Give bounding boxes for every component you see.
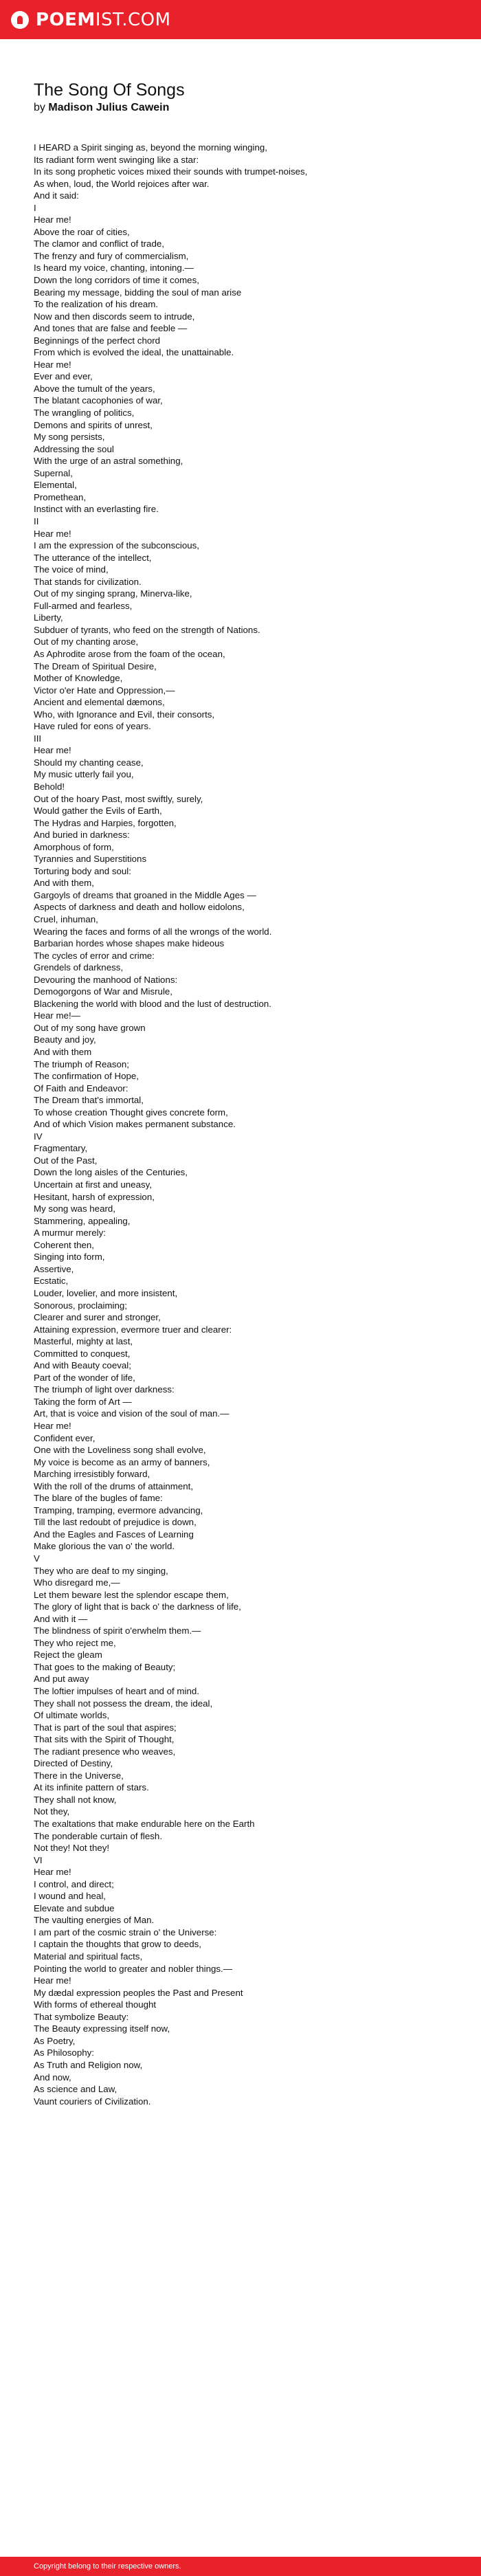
poem-title: The Song Of Songs (34, 80, 185, 100)
poem-line: From which is evolved the ideal, the unattainable. (34, 347, 234, 358)
poem-line: As science and Law, (34, 2084, 118, 2095)
brand-name-light: IST.COM (95, 9, 171, 30)
poem-line: Material and spiritual facts, (34, 1951, 143, 1962)
poem-line: Clearer and surer and stronger, (34, 1312, 161, 1323)
poem-line: With the urge of an astral something, (34, 456, 183, 467)
site-logo[interactable] (11, 10, 171, 30)
poem-line: Confident ever, (34, 1432, 96, 1443)
poem-line: Sonorous, proclaiming; (34, 1300, 127, 1311)
poem-line: The Hydras and Harpies, forgotten, (34, 817, 177, 828)
poem-line: My dædal expression peoples the Past and Present (34, 1987, 243, 1998)
poem-line: The loftier impulses of heart and of mind. (34, 1686, 199, 1696)
poem-line: And tones that are false and feeble — (34, 323, 188, 334)
poem-line: The wrangling of politics, (34, 408, 135, 419)
poem-line: The clamor and conflict of trade, (34, 238, 164, 249)
poem-line: Hear me! (34, 528, 71, 539)
poem-line: That symbolize Beauty: (34, 2011, 129, 2022)
poem-line: With the roll of the drums of attainment, (34, 1480, 194, 1491)
poem-line: Out of my song have grown (34, 1022, 146, 1033)
poem-line: Hesitant, harsh of expression, (34, 1191, 155, 1202)
poem-line: Promethean, (34, 491, 87, 502)
poem-line: As Philosophy: (34, 2047, 94, 2058)
poem-line: Hear me! (34, 1867, 71, 1878)
poem-line: Stammering, appealing, (34, 1215, 131, 1226)
poem-line: And with it — (34, 1613, 88, 1624)
poem-line: Beauty and joy, (34, 1034, 96, 1045)
poem-line: The ponderable curtain of flesh. (34, 1830, 163, 1841)
poem-line: Behold! (34, 781, 65, 792)
poem-line: Demons and spirits of unrest, (34, 419, 153, 430)
poemist-logo-icon (11, 11, 29, 29)
site-footer (0, 2557, 481, 2576)
poem-line: Hear me!— (34, 1010, 80, 1021)
poem-line: Of ultimate worlds, (34, 1710, 110, 1721)
poem-line: Masterful, mighty at last, (34, 1336, 133, 1347)
poem-line: Above the roar of cities, (34, 226, 130, 237)
poem-line: Coherent then, (34, 1239, 94, 1250)
poem-line: Above the tumult of the years, (34, 383, 155, 394)
poem-line: Tyrannies and Superstitions (34, 854, 147, 865)
poem-line: Elevate and subdue (34, 1902, 115, 1913)
poem-line: Fragmentary, (34, 1143, 88, 1154)
poem-line: To the realization of his dream. (34, 299, 159, 310)
poem-line: Singing into form, (34, 1252, 105, 1263)
poem-line: The blatant cacophonies of war, (34, 395, 163, 406)
poem-line: Hear me! (34, 359, 71, 370)
poem-line: Have ruled for eons of years. (34, 721, 151, 732)
poem-line: As Truth and Religion now, (34, 2059, 143, 2070)
poem-line: Should my chanting cease, (34, 757, 144, 768)
poem-line: Down the long corridors of time it comes, (34, 275, 199, 286)
poem-line: Down the long aisles of the Centuries, (34, 1167, 188, 1178)
poem-line: The triumph of light over darkness: (34, 1384, 175, 1395)
poem-line: Hear me! (34, 1975, 71, 1986)
poem-line: With forms of ethereal thought (34, 1999, 157, 2010)
poem-body (34, 142, 446, 2107)
poem-line: I HEARD a Spirit singing as, beyond the morning winging, (34, 142, 267, 153)
poem-line: And of which Vision makes permanent substance. (34, 1119, 236, 1130)
poem-line: Elemental, (34, 480, 77, 491)
poem-line: They shall not possess the dream, the ideal, (34, 1698, 213, 1709)
poem-line: Ecstatic, (34, 1276, 69, 1287)
poem-line: And buried in darkness: (34, 830, 130, 841)
poem-line: They who are deaf to my singing, (34, 1565, 168, 1576)
poem-line: I (34, 202, 36, 213)
poem-line: Till the last redoubt of prejudice is down, (34, 1517, 197, 1528)
poem-line: The exaltations that make endurable here on the Earth (34, 1819, 255, 1830)
poem-line: My voice is become as an army of banners, (34, 1456, 210, 1467)
poem-line: They shall not know, (34, 1794, 117, 1805)
poem-line: That stands for civilization. (34, 576, 142, 587)
brand-name-bold: POEM (36, 9, 96, 30)
poem-line: Now and then discords seem to intrude, (34, 311, 195, 322)
poem-line: To whose creation Thought gives concrete form, (34, 1107, 228, 1118)
poem-line: Would gather the Evils of Earth, (34, 806, 162, 817)
poem-line: My song persists, (34, 432, 105, 443)
poem-line: Out of the Past, (34, 1155, 98, 1166)
poem-line: The Beauty expressing itself now, (34, 2023, 170, 2034)
poem-line: In its song prophetic voices mixed their sounds with trumpet-noises, (34, 166, 308, 177)
poem-line: Assertive, (34, 1263, 74, 1274)
poem-line: Liberty, (34, 612, 63, 623)
poem-line: VI (34, 1854, 43, 1865)
poem-line: Gargoyls of dreams that groaned in the Middle Ages — (34, 889, 256, 900)
poem-line: And it said: (34, 190, 79, 201)
poem-line: And the Eagles and Fasces of Learning (34, 1529, 194, 1540)
poem-line: Who, with Ignorance and Evil, their consorts, (34, 709, 215, 720)
poem-line: Barbarian hordes whose shapes make hideous (34, 938, 225, 949)
poem-line: The glory of light that is back o' the darkness of life, (34, 1601, 241, 1612)
poem-line: Tramping, tramping, evermore advancing, (34, 1504, 203, 1515)
poem-line: Is heard my voice, chanting, intoning.— (34, 263, 194, 274)
poem-line: My music utterly fail you, (34, 769, 134, 780)
poem-line: The triumph of Reason; (34, 1058, 129, 1069)
poem-author[interactable]: Madison Julius Cawein (48, 102, 170, 113)
poem-line: Grendels of darkness, (34, 962, 124, 973)
poem-line: At its infinite pattern of stars. (34, 1782, 149, 1793)
poem-line: Supernal, (34, 467, 73, 478)
poem-line: Reject the gleam (34, 1650, 102, 1661)
poem-line: And with Beauty coeval; (34, 1360, 131, 1371)
poem-line: The vaulting energies of Man. (34, 1915, 155, 1926)
poem-line: The radiant presence who weaves, (34, 1746, 176, 1757)
poem-line: And with them (34, 1047, 92, 1058)
poem-line: I wound and heal, (34, 1891, 106, 1902)
poem-line: Instinct with an everlasting fire. (34, 504, 159, 515)
poem-line: Torturing body and soul: (34, 865, 131, 876)
poem-line: And with them, (34, 878, 94, 889)
poem-line: The utterance of the intellect, (34, 552, 152, 563)
poem-line: The frenzy and fury of commercialism, (34, 250, 189, 261)
poem-line: Ancient and elemental dæmons, (34, 697, 165, 708)
poem-line: And put away (34, 1674, 89, 1685)
poem-line: As Poetry, (34, 2035, 76, 2046)
poem-line: Full-armed and fearless, (34, 600, 133, 611)
poem-line: There in the Universe, (34, 1770, 124, 1781)
site-header (0, 0, 481, 39)
poem-line: The blindness of spirit o'erwhelm them.— (34, 1625, 201, 1636)
poem-line: As Aphrodite arose from the foam of the ocean, (34, 648, 225, 659)
poem-line: Its radiant form went swinging like a star: (34, 154, 199, 165)
poem-byline (34, 101, 446, 115)
poem-line: Addressing the soul (34, 443, 114, 454)
poem-line: That sits with the Spirit of Thought, (34, 1734, 175, 1745)
poem-line: II (34, 515, 39, 526)
poem-line: That is part of the soul that aspires; (34, 1722, 177, 1733)
poem-line: That goes to the making of Beauty; (34, 1661, 176, 1672)
poem-line: Out of the hoary Past, most swiftly, surely, (34, 793, 203, 804)
poem-line: Blackening the world with blood and the lust of destruction. (34, 998, 271, 1009)
poem-line: The Dream that's immortal, (34, 1095, 144, 1106)
poem-line: Mother of Knowledge, (34, 673, 123, 684)
poem-line: Marching irresistibly forward, (34, 1469, 150, 1480)
poem-line: Not they, (34, 1806, 70, 1817)
poem-line: And now, (34, 2072, 71, 2083)
poem-line: My song was heard, (34, 1203, 115, 1214)
poem-line: V (34, 1553, 40, 1564)
poem-line: The blare of the bugles of fame: (34, 1493, 163, 1504)
poem-line: They who reject me, (34, 1637, 116, 1648)
poem-line: Out of my chanting arose, (34, 636, 139, 647)
poem-line: Aspects of darkness and death and hollow eidolons, (34, 902, 245, 913)
poem-line: Part of the wonder of life, (34, 1372, 135, 1383)
poem-line: The Dream of Spiritual Desire, (34, 660, 157, 671)
poem-line: Cruel, inhuman, (34, 914, 98, 924)
poem-line: Out of my singing sprang, Minerva-like, (34, 588, 192, 599)
poem-line: As when, loud, the World rejoices after war. (34, 178, 210, 189)
poem-line: Of Faith and Endeavor: (34, 1082, 128, 1093)
poem-line: Hear me! (34, 745, 71, 756)
poem-line: Beginnings of the perfect chord (34, 335, 161, 346)
by-label: by (34, 102, 45, 113)
poem-line: Taking the form of Art — (34, 1396, 132, 1407)
poem-line: Bearing my message, bidding the soul of man arise (34, 287, 242, 298)
poem-line: Directed of Destiny, (34, 1758, 113, 1769)
poem-line: Louder, lovelier, and more insistent, (34, 1287, 178, 1298)
poem-line: Devouring the manhood of Nations: (34, 974, 178, 985)
poem-line: A murmur merely: (34, 1228, 106, 1239)
poem-line: Victor o'er Hate and Oppression,— (34, 685, 175, 696)
footer-copyright: Copyright belong to their respective owners. (34, 2562, 181, 2571)
poem-line: The cycles of error and crime: (34, 950, 155, 961)
poem-line: The voice of mind, (34, 564, 109, 575)
poem-line: I captain the thoughts that grow to deeds, (34, 1939, 201, 1950)
poem-line: Who disregard me,— (34, 1577, 120, 1588)
poem-line: I am the expression of the subconscious, (34, 540, 199, 551)
poem-line: I am part of the cosmic strain o' the Universe: (34, 1927, 217, 1937)
poem-line: Attaining expression, evermore truer and clearer: (34, 1324, 232, 1335)
poem-line: Pointing the world to greater and nobler things.— (34, 1963, 233, 1974)
poem-line: I control, and direct; (34, 1878, 114, 1889)
poem-line: Uncertain at first and uneasy, (34, 1179, 152, 1190)
poem-line: Wearing the faces and forms of all the wrongs of the world. (34, 926, 272, 937)
poem-line: Ever and ever, (34, 371, 93, 382)
poem-line: Hear me! (34, 1420, 71, 1431)
poem-line: The confirmation of Hope, (34, 1071, 139, 1082)
poem-line: III (34, 733, 42, 744)
poem-line: Vaunt couriers of Civilization. (34, 2096, 151, 2107)
poem-line: Subduer of tyrants, who feed on the strength of Nations. (34, 624, 260, 635)
poem-line: One with the Loveliness song shall evolve, (34, 1445, 206, 1456)
poem-line: Let them beware lest the splendor escape them, (34, 1589, 229, 1600)
poem-line: Not they! Not they! (34, 1843, 110, 1854)
poem-line: Art, that is voice and vision of the soul of man.— (34, 1408, 230, 1419)
poem-line: Committed to conquest, (34, 1348, 131, 1359)
poem-content (34, 79, 446, 2107)
poem-line: Hear me! (34, 214, 71, 225)
poem-line: Demogorgons of War and Misrule, (34, 986, 172, 997)
poem-line: IV (34, 1131, 43, 1142)
poem-line: Make glorious the van o' the world. (34, 1541, 175, 1552)
poem-line: Amorphous of form, (34, 841, 114, 852)
